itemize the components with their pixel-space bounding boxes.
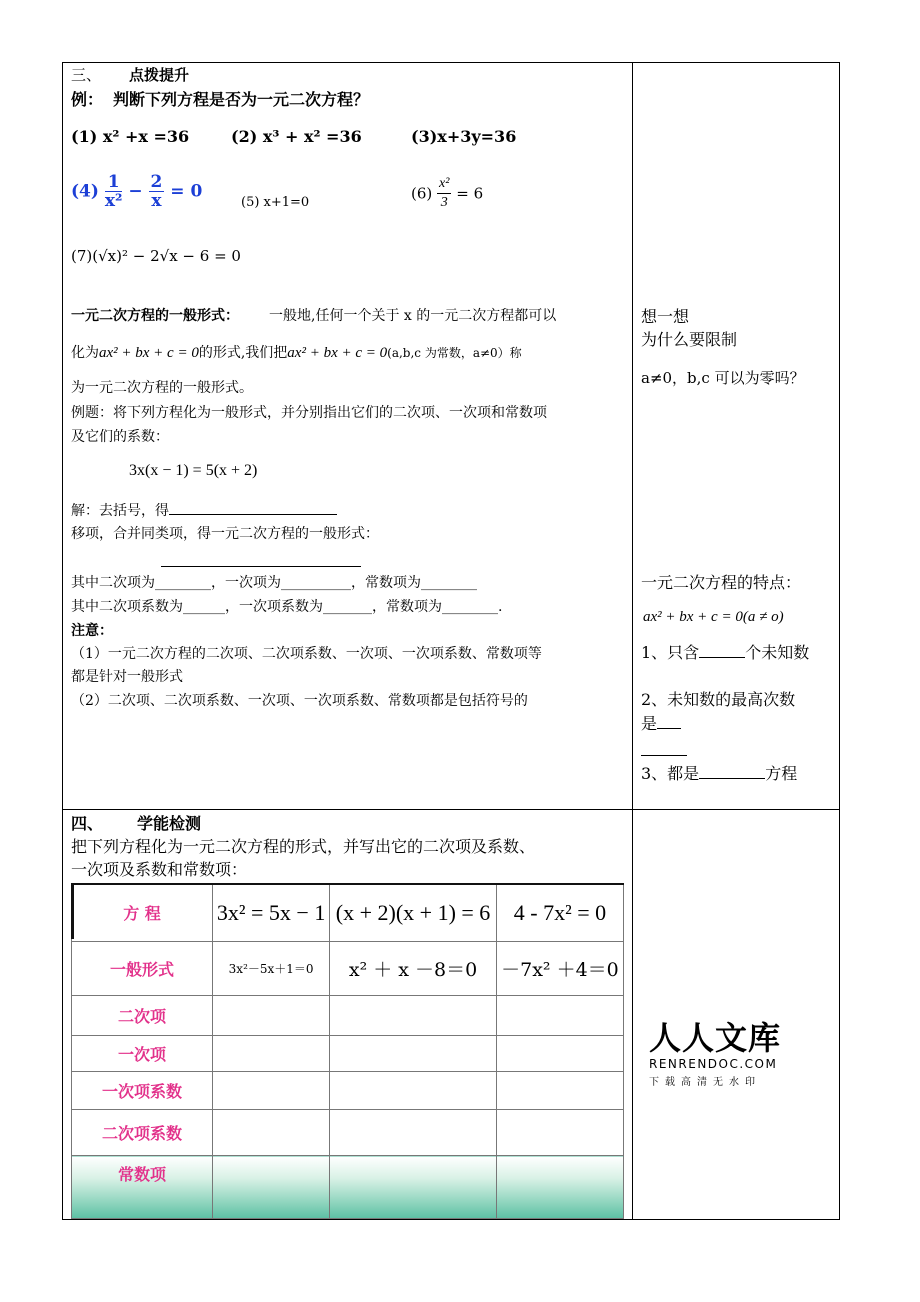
section4-intro-line2: 一次项及系数和常数项：: [71, 860, 248, 879]
column-divider-lower: [632, 810, 633, 1219]
watermark-cn: 人人文库: [649, 1019, 782, 1057]
general-form-line1: 一元二次方程的一般形式： 一般地,任何一个关于 x 的一元二次方程都可以: [71, 308, 557, 324]
feature-3: 3、都是 方程: [641, 764, 798, 783]
watermark-en: RENRENDOC.COM: [649, 1057, 778, 1071]
table-cell-blank[interactable]: [496, 1036, 623, 1072]
table-cell-equation: (x + 2)(x + 1) = 6: [330, 884, 497, 942]
note1-line2: 都是针对一般形式: [71, 669, 183, 685]
table-cell-blank[interactable]: [496, 996, 623, 1036]
table-left-border: [71, 883, 74, 939]
row-header-general-form: 一般形式: [72, 942, 213, 996]
general-form-line3: 为一元二次方程的一般形式。: [71, 380, 253, 396]
watermark-sub: 下载高清无水印: [649, 1077, 761, 1088]
table-cell-blank[interactable]: [213, 1110, 330, 1156]
table-cell-blank[interactable]: [213, 1156, 330, 1219]
row-header-constant-term: 常数项: [72, 1156, 213, 1219]
terms-line: 其中二次项为________，一次项为__________，常数项为________: [71, 575, 477, 591]
section3-heading: 三、 点拨提升: [71, 66, 190, 84]
table-cell-blank[interactable]: [213, 1036, 330, 1072]
row-header-quadratic-coefficient: 二次项系数: [72, 1110, 213, 1156]
eq-7: (7)(√x)² − 2√x − 6 = 0: [71, 247, 241, 265]
row-header-linear-term: 一次项: [72, 1036, 213, 1072]
section4-heading: 四、 学能检测: [71, 814, 202, 833]
section4-intro-line1: 把下列方程化为一元二次方程的形式，并写出它的二次项及系数、: [71, 837, 536, 856]
table-cell-blank[interactable]: [213, 996, 330, 1036]
table-cell-blank[interactable]: [496, 1072, 623, 1110]
note1-line1: （1）一元二次方程的二次项、二次项系数、一次项、一次项系数、常数项等: [71, 646, 542, 662]
worksheet-page: [62, 62, 840, 1220]
table-cell-blank[interactable]: [330, 1072, 497, 1110]
table-cell-general-form: x² ＋ x －8＝0: [330, 942, 497, 996]
note2: （2）二次项、二次项系数、一次项、一次项系数、常数项都是包括符号的: [71, 693, 528, 709]
think-title: 想一想: [641, 307, 690, 326]
table-cell-blank[interactable]: [330, 1110, 497, 1156]
table-cell-equation: 3x² = 5x − 1: [213, 884, 330, 942]
coef-line: 其中二次项系数为______，一次项系数为_______，常数项为________.: [71, 599, 503, 615]
exercise-table: [71, 883, 624, 1219]
eq-5: (5) x+1=0: [241, 195, 310, 210]
table-cell-blank[interactable]: [496, 1110, 623, 1156]
move-step: 移项，合并同类项，得一元二次方程的一般形式：: [71, 526, 379, 542]
feature-2-line2: 是: [641, 714, 681, 734]
solve-step: 解：去括号，得: [71, 500, 337, 521]
think-question2: a≠0，b,c 可以为零吗？: [641, 369, 805, 387]
table-cell-blank[interactable]: [330, 1036, 497, 1072]
eq-3: (3)x+3y=36: [411, 127, 517, 146]
eq-2: (2) x³ + x² =36: [231, 127, 362, 146]
row-header-quadratic-term: 二次项: [72, 996, 213, 1036]
table-cell-blank[interactable]: [330, 1156, 497, 1219]
think-question1: 为什么要限制: [641, 330, 738, 349]
example-prompt: 例： 判断下列方程是否为一元二次方程？: [71, 90, 370, 109]
table-top-border: [71, 883, 624, 885]
table-cell-general-form: 3x²－5x＋1＝0: [213, 942, 330, 996]
general-form-line2: 化为ax² + bx + c = 0的形式,我们把ax² + bx + c = 0(a,b,c 为常数，a≠0）称: [71, 345, 522, 361]
note-label: 注意：: [71, 623, 113, 639]
eq-1: (1) x² +x =36: [71, 127, 190, 146]
eq-6: (6) $\frac{\text{x²}}{3}$ = 6: [411, 176, 484, 210]
feature-2-line1: 2、未知数的最高次数: [641, 690, 796, 709]
section-divider: [63, 809, 839, 810]
exercise-line2: 及它们的系数：: [71, 429, 169, 445]
table-cell-blank[interactable]: [496, 1156, 623, 1219]
table-cell-blank[interactable]: [330, 996, 497, 1036]
features-title: 一元二次方程的特点：: [641, 573, 802, 592]
feature-2-blank: [641, 755, 687, 756]
feature-1: 1、只含 个未知数: [641, 643, 810, 662]
row-header-equation: 方 程: [72, 884, 213, 942]
exercise-line1: 例题：将下列方程化为一般形式，并分别指出它们的二次项、一次项和常数项: [71, 405, 547, 421]
exercise-equation: 3x(x − 1) = 5(x + 2): [129, 462, 258, 479]
answer-blank-line: [161, 566, 361, 567]
eq-4: (4) $\frac{1}{\text{x²}}$ − $\frac{2}{x}$ = 0: [71, 172, 203, 211]
table-cell-general-form: －7x² ＋4＝0: [496, 942, 623, 996]
features-equation: ax² + bx + c = 0(a ≠ o): [643, 609, 784, 625]
table-cell-blank[interactable]: [213, 1072, 330, 1110]
watermark-logo: [649, 1013, 781, 1088]
table-cell-equation: 4 - 7x² = 0: [496, 884, 623, 942]
row-header-linear-coefficient: 一次项系数: [72, 1072, 213, 1110]
